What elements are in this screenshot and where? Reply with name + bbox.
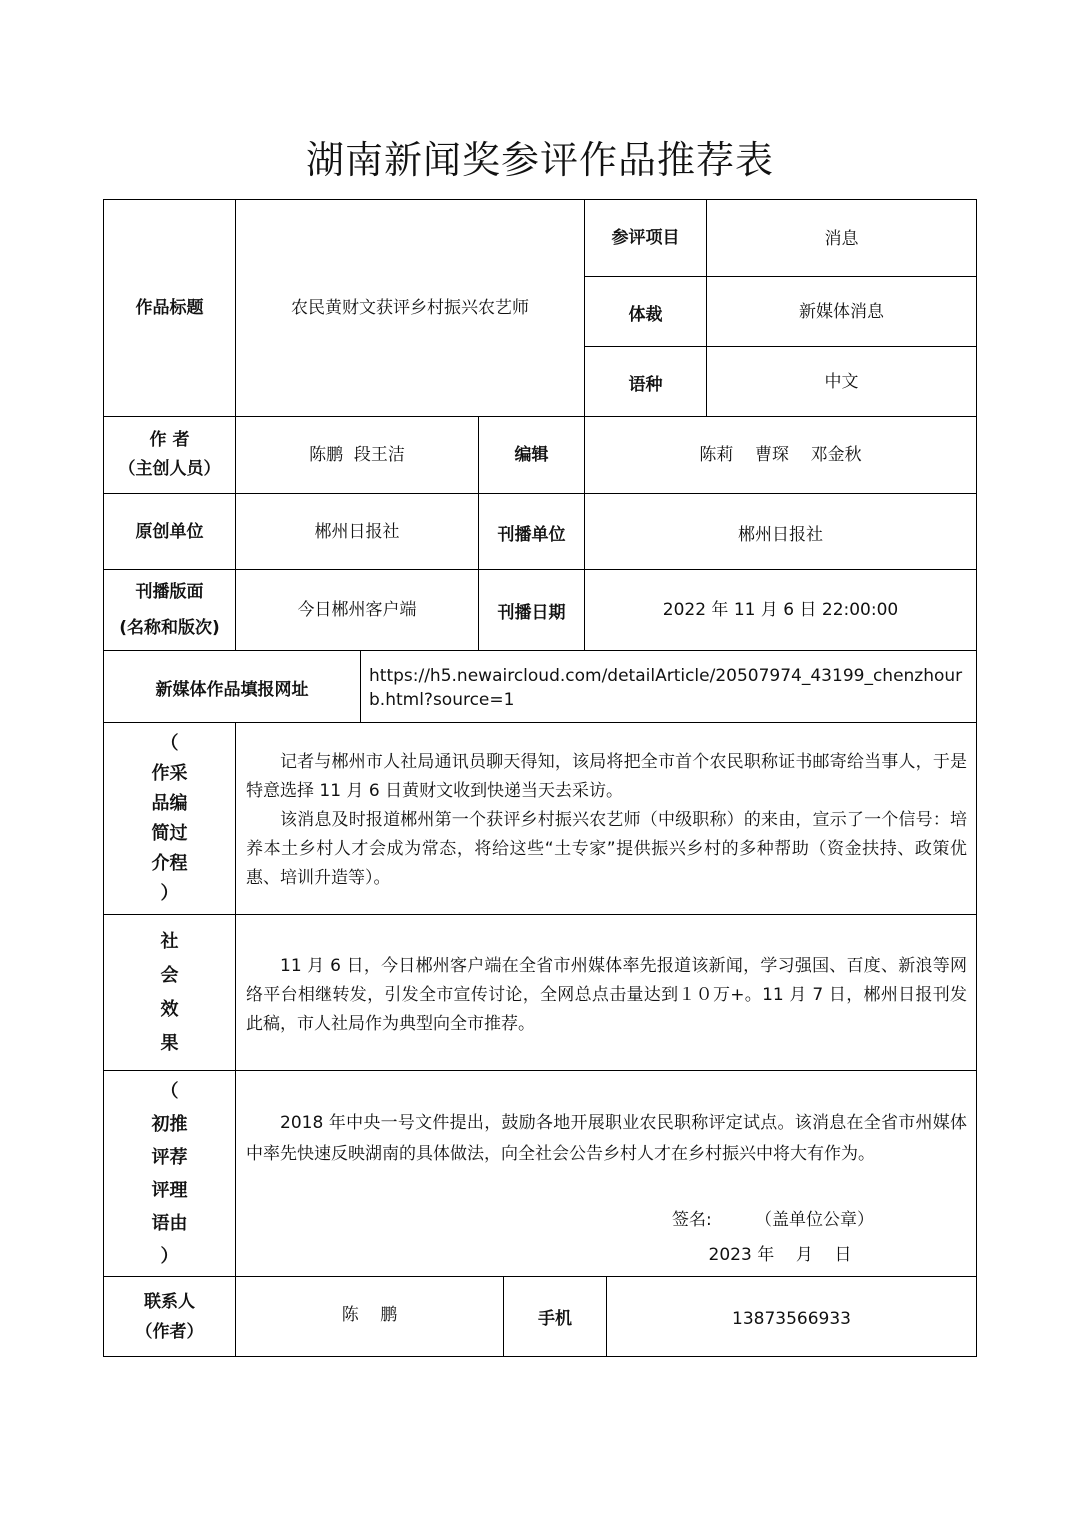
- table-border-right: [976, 199, 977, 1357]
- process-paragraph-1: 记者与郴州市人社局通讯员聊天得知，该局将把全市首个农民职称证书邮寄给当事人，于是特意选择 11 月 6 日黄财文收到快递当天去采访。: [246, 752, 967, 801]
- phone-value: 13873566933: [732, 1308, 851, 1329]
- editor-label: 编辑: [514, 445, 549, 465]
- work-title-label: 作品标题: [135, 298, 204, 318]
- origin-unit-label: 原创单位: [135, 521, 204, 542]
- phone-label: 手机: [538, 1308, 572, 1329]
- contact-label: 联系人 （作者）: [135, 1291, 204, 1342]
- url-label: 新媒体作品填报网址: [155, 679, 309, 700]
- reason-text: [246, 1108, 967, 1170]
- publish-page-label: 刊播版面 (名称和版次): [119, 582, 220, 638]
- work-url-link[interactable]: https://h5.newaircloud.com/detailArticle/20507974_43199_chenzhourb.html?source=1: [369, 666, 963, 710]
- genre-value: 新媒体消息: [799, 301, 884, 322]
- category-label: 参评项目: [611, 228, 680, 248]
- reason-label: （ 初推 评荐 评理 语由 ）: [151, 1080, 188, 1267]
- language-value: 中文: [824, 371, 859, 392]
- author-label: 作 者 （主创人员）: [118, 430, 221, 479]
- effect-label: 社 会 效 果: [160, 930, 179, 1054]
- language-label: 语种: [628, 374, 663, 395]
- process-text: [246, 748, 967, 893]
- publish-unit-value: 郴州日报社: [738, 524, 823, 545]
- col-divider: [360, 650, 361, 723]
- effect-paragraph-1: 11 月 6 日，今日郴州客户端在全省市州媒体率先报道该新闻，学习强国、百度、新浪等网络平台相继转发，引发全市宣传讨论，全网总点击量达到１０万+。11 月 7 日，郴州日报刊发此稿，市人社局作为典型向全市推荐。: [246, 956, 967, 1034]
- publish-page-value: 今日郴州客户端: [297, 600, 417, 620]
- contact-value: 陈 鹏: [341, 1304, 398, 1325]
- publish-unit-label: 刊播单位: [497, 524, 566, 545]
- process-paragraph-2: 该消息及时报道郴州第一个获评乡村振兴农艺师（中级职称）的来由，宣示了一个信号：培养本土乡村人才会成为常态，将给这些“土专家”提供振兴乡村的多种帮助（资金扶持、政策优惠、培训升造等）。: [246, 810, 967, 888]
- page-title: 湖南新闻奖参评作品推荐表: [305, 138, 774, 182]
- category-value: 消息: [824, 229, 859, 249]
- reason-paragraph-1: 2018 年中央一号文件提出，鼓励各地开展职业农民职称评定试点。该消息在全省市州媒体中率先快速反映湖南的具体做法，向全社会公告乡村人才在乡村振兴中将大有作为。: [246, 1113, 967, 1164]
- sign-date: 2023 年 月 日: [708, 1245, 852, 1265]
- process-label: （ 作采 品编 简过 介程 ）: [151, 732, 188, 904]
- publish-date-value: 2022 年 11 月 6 日 22:00:00: [662, 600, 899, 620]
- editor-value: 陈莉 曹琛 邓金秋: [699, 445, 862, 465]
- effect-text: [246, 952, 967, 1039]
- signature-line: 签名: （盖单位公章）: [672, 1210, 874, 1230]
- author-value: 陈鹏 段王洁: [309, 445, 405, 465]
- origin-unit-value: 郴州日报社: [314, 521, 400, 542]
- publish-date-label: 刊播日期: [497, 603, 566, 623]
- col-divider: [235, 722, 236, 1357]
- genre-label: 体裁: [628, 304, 663, 325]
- work-title-value: 农民黄财文获评乡村振兴农艺师: [291, 298, 529, 318]
